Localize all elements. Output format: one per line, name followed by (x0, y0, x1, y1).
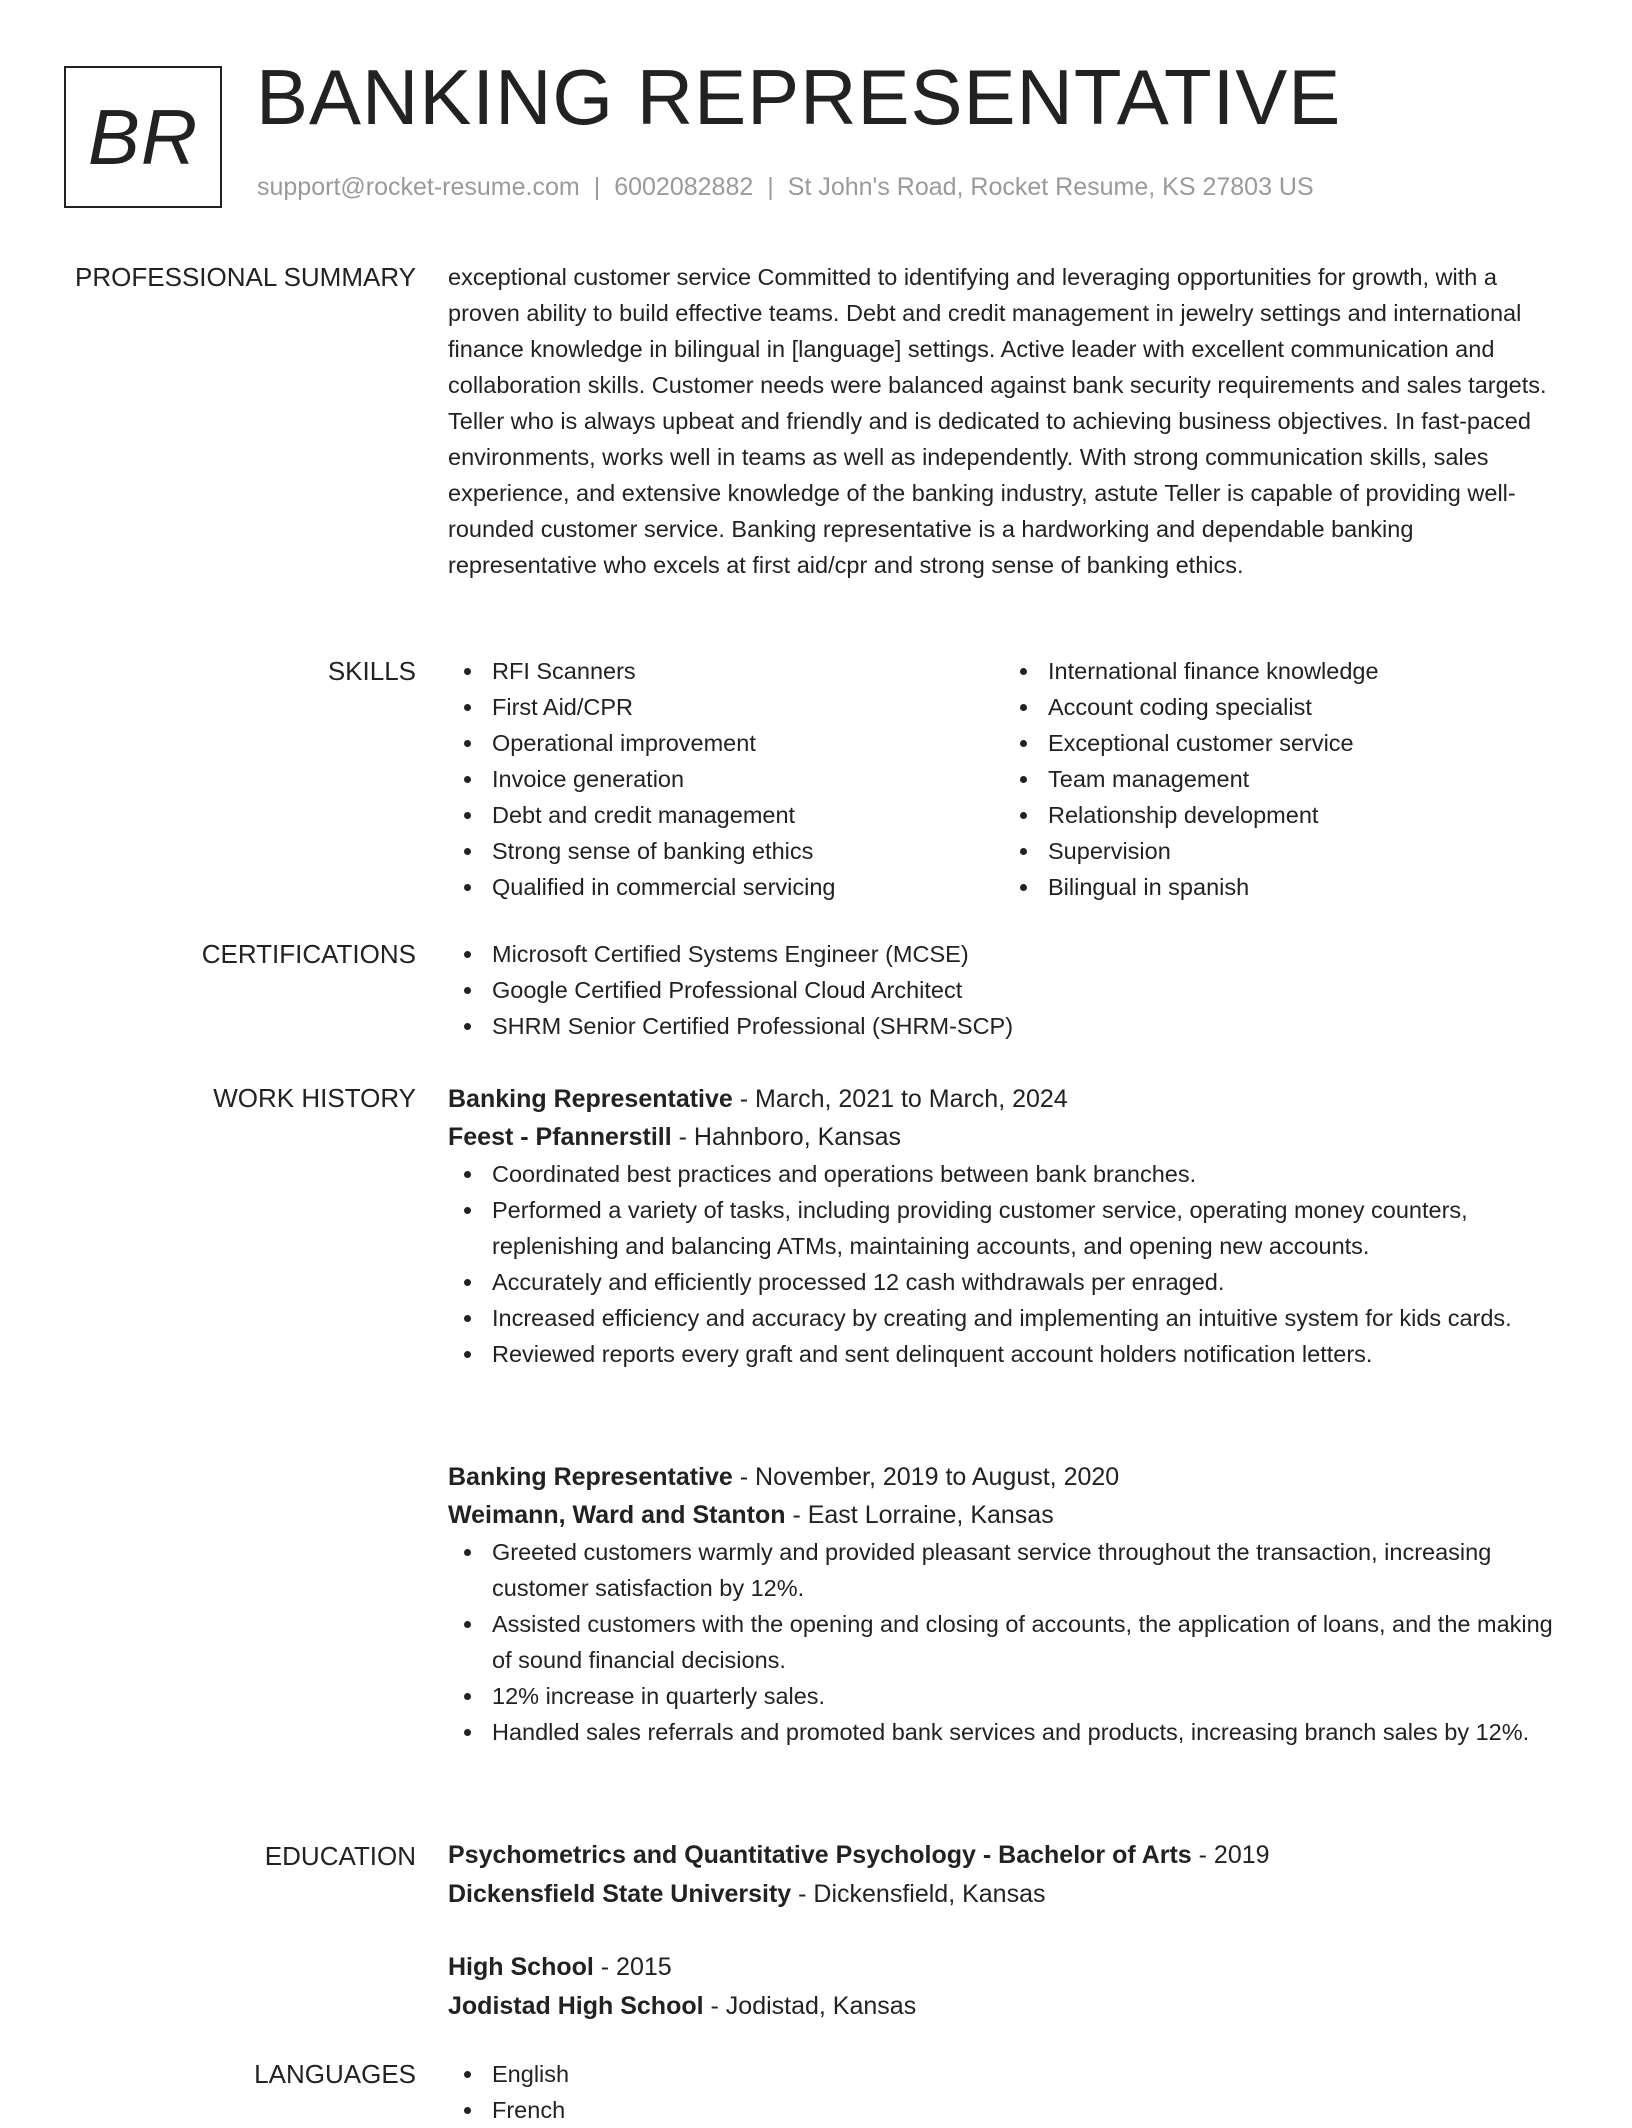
certifications-section (448, 936, 1560, 1044)
job-entry (448, 1458, 1560, 1750)
languages-list (448, 2056, 1560, 2128)
monogram-initials: BR (87, 92, 199, 181)
section-label-languages: LANGUAGES (254, 2059, 416, 2089)
education-school-line (448, 1875, 1560, 1914)
skill-item: Invoice generation (492, 761, 1004, 797)
job-bullet: 12% increase in quarterly sales. (492, 1678, 1560, 1714)
education-year: - 2019 (1191, 1841, 1270, 1869)
certifications-list (448, 936, 1560, 1044)
education-degree-line (448, 1948, 1560, 1987)
skill-item: Operational improvement (492, 725, 1004, 761)
certification-item: Microsoft Certified Systems Engineer (MCSE) (492, 936, 1560, 972)
education-school: Dickensfield State University (448, 1880, 792, 1908)
job-bullet: Greeted customers warmly and provided pleasant service throughout the transaction, increasing customer satisfaction by 12%. (492, 1534, 1560, 1606)
skills-list-right (1004, 653, 1560, 905)
skill-item: Team management (1048, 761, 1560, 797)
skill-item: Strong sense of banking ethics (492, 833, 1004, 869)
skill-item: International finance knowledge (1048, 653, 1560, 689)
job-location: - Hahnboro, Kansas (671, 1123, 901, 1151)
skills-list-left (448, 653, 1004, 905)
section-label-education: EDUCATION (264, 1841, 416, 1871)
section-label-work-history: WORK HISTORY (213, 1083, 416, 1113)
job-bullets (448, 1156, 1560, 1372)
job-bullet: Performed a variety of tasks, including providing customer service, operating money counters, replenishing and balancing ATMs, maintaining accounts, and opening new accounts. (492, 1192, 1560, 1264)
job-company: Feest - Pfannerstill (448, 1123, 672, 1151)
skill-item: RFI Scanners (492, 653, 1004, 689)
languages-section (448, 2056, 1560, 2128)
job-location: - East Lorraine, Kansas (785, 1501, 1054, 1529)
job-bullets (448, 1534, 1560, 1750)
contact-separator: | (767, 173, 774, 201)
skill-item: Qualified in commercial servicing (492, 869, 1004, 905)
job-company: Weimann, Ward and Stanton (448, 1501, 786, 1529)
skill-item: Exceptional customer service (1048, 725, 1560, 761)
education-location: - Dickensfield, Kansas (791, 1880, 1046, 1908)
contact-address: St John's Road, Rocket Resume, KS 27803 US (787, 173, 1314, 201)
skills-section (448, 653, 1560, 905)
certification-item: SHRM Senior Certified Professional (SHRM-SCP) (492, 1008, 1560, 1044)
job-dates: - November, 2019 to August, 2020 (732, 1463, 1120, 1491)
work-history-section (448, 1080, 1560, 1372)
job-title-line (448, 1080, 1560, 1118)
education-entry (448, 1836, 1560, 1914)
education-year: - 2015 (593, 1953, 672, 1981)
education-location: - Jodistad, Kansas (703, 1992, 917, 2020)
job-bullet: Increased efficiency and accuracy by creating and implementing an intuitive system for kids cards. (492, 1300, 1560, 1336)
job-dates: - March, 2021 to March, 2024 (732, 1085, 1068, 1113)
summary-text: exceptional customer service Committed to identifying and leveraging opportunities for growth, with a proven ability to build effective teams. Debt and credit management in jewelry settings and international finance knowledge in bilingual in [language] settings. Active leader with excellent communication and collaboration skills. Customer needs were balanced against bank security requirements and sales targets. Teller who is always upbeat and friendly and is dedicated to achieving business objectives. In fast-paced environments, works well in teams as well as independently. With strong communication skills, sales experience, and extensive knowledge of the banking industry, astute Teller is capable of providing well-rounded customer service. Banking representative is a hardworking and dependable banking representative who excels at first aid/cpr and strong sense of banking ethics. (448, 264, 1547, 578)
skill-item: Account coding specialist (1048, 689, 1560, 725)
job-bullet: Accurately and efficiently processed 12 cash withdrawals per enraged. (492, 1264, 1560, 1300)
education-degree: High School (448, 1953, 594, 1981)
education-school-line (448, 1987, 1560, 2026)
job-title: Banking Representative (448, 1085, 733, 1113)
section-label-summary: PROFESSIONAL SUMMARY (75, 262, 416, 292)
skill-item: Supervision (1048, 833, 1560, 869)
skill-item: Relationship development (1048, 797, 1560, 833)
contact-line (257, 173, 1314, 202)
contact-phone: 6002082882 (614, 173, 754, 201)
section-label-certifications: CERTIFICATIONS (201, 939, 416, 969)
language-item: French (492, 2092, 1560, 2128)
job-bullet: Coordinated best practices and operations between bank branches. (492, 1156, 1560, 1192)
job-title: Banking Representative (448, 1463, 733, 1491)
certification-item: Google Certified Professional Cloud Architect (492, 972, 1560, 1008)
language-item: English (492, 2056, 1560, 2092)
contact-separator: | (593, 173, 601, 201)
job-company-line (448, 1118, 1560, 1156)
job-entry (448, 1080, 1560, 1372)
section-label-skills: SKILLS (327, 656, 416, 686)
summary-section (448, 259, 1560, 583)
job-company-line (448, 1496, 1560, 1534)
skill-item: Bilingual in spanish (1048, 869, 1560, 905)
skill-item: First Aid/CPR (492, 689, 1004, 725)
education-degree-line (448, 1836, 1560, 1875)
education-entry (448, 1948, 1560, 2026)
job-bullet: Reviewed reports every graft and sent delinquent account holders notification letters. (492, 1336, 1560, 1372)
resume-name: BANKING REPRESENTATIVE (256, 53, 1342, 141)
skill-item: Debt and credit management (492, 797, 1004, 833)
contact-email: support@rocket-resume.com (257, 173, 580, 201)
job-bullet: Assisted customers with the opening and closing of accounts, the application of loans, and the making of sound financial decisions. (492, 1606, 1560, 1678)
education-degree: Psychometrics and Quantitative Psychology - Bachelor of Arts (448, 1841, 1192, 1869)
job-bullet: Handled sales referrals and promoted bank services and products, increasing branch sales by 12%. (492, 1714, 1560, 1750)
education-school: Jodistad High School (448, 1992, 704, 2020)
job-title-line (448, 1458, 1560, 1496)
monogram-box (64, 66, 222, 208)
